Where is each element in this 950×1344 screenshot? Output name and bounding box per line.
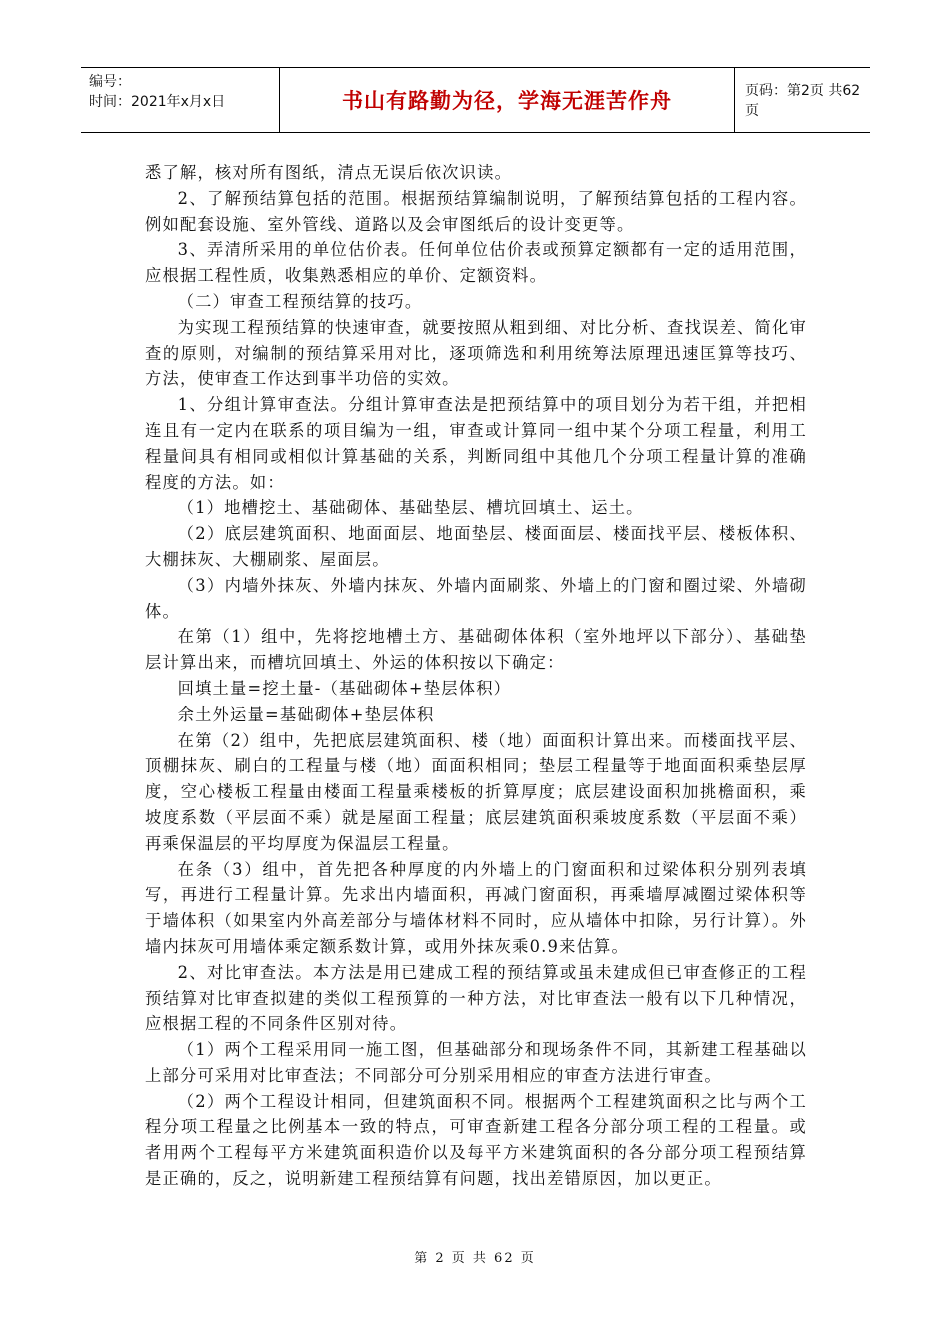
paragraph: 3、弄清所采用的单位估价表。任何单位估价表或预算定额都有一定的适用范围，应根据工程性质，收集熟悉相应的单价、定额资料。 [145,240,807,286]
section-heading: （二）审查工程预结算的技巧。 [177,291,423,311]
list-item: （2）底层建筑面积、地面面层、地面垫层、楼面面层、楼面找平层、楼板体积、大棚抹灰、大棚刷浆、屋面层。 [145,524,807,569]
paragraph: 在第（2）组中，先把底层建筑面积、楼（地）面面积计算出来。而楼面找平层、顶棚抹灰、刷白的工程量与楼（地）面面积相同；垫层工程量等于地面面积乘垫层厚度，空心楼板工程量由楼面工程量乘楼板的折算厚度；底层建设面积加挑檐面积，乘坡度系数（平层面不乘）就是屋面工程量；底层建筑面积乘坡度系数（平层面不乘）再乘保温层的平均厚度为保温层工程量。 [145,730,807,853]
page-footer: 第 2 页 共 62 页 [414,1251,536,1266]
paragraph: 2、对比审查法。本方法是用已建成工程的预结算或虽未建成但已审查修正的工程预结算对比审查拟建的类似工程预算的一种方法，对比审查法一般有以下几种情况，应根据工程的不同条件区别对待。 [145,962,807,1034]
document-body [145,160,807,1192]
list-item: （1）两个工程采用同一施工图，但基础部分和现场条件不同，其新建工程基础以上部分可采用对比审查法；不同部分可分别采用相应的审查方法进行审查。 [145,1040,807,1085]
document-date: 时间：2021年x月x日 [89,94,226,110]
paragraph: 1、分组计算审查法。分组计算审查法是把预结算中的项目划分为若干组，并把相连且有一定内在联系的项目编为一组，审查或计算同一组中某个分项工程量，利用工程量间具有相同或相似计算基础的关系，判断同组中其他几个分项工程量计算的准确程度的方法。如： [145,395,807,492]
list-item: （2）两个工程设计相同，但建筑面积不同。根据两个工程建筑面积之比与两个工程分项工程量之比例基本一致的特点，可审查新建工程各分部分项工程的工程量。或者用两个工程每平方米建筑面积造价以及每平方米建筑面积的各分部分项工程预结算是正确的，反之，说明新建工程预结算有问题，找出差错原因，加以更正。 [145,1091,807,1189]
document-number-label: 编号： [89,74,131,90]
list-item: （3）内墙外抹灰、外墙内抹灰、外墙内面刷浆、外墙上的门窗和圈过梁、外墙砌体。 [145,575,807,621]
paragraph: 在第（1）组中，先将挖地槽土方、基础砌体体积（室外地坪以下部分）、基础垫层计算出来，而槽坑回填土、外运的体积按以下确定： [145,627,807,673]
paragraph: 悉了解，核对所有图纸，清点无误后依次识读。 [145,163,513,182]
paragraph: 2、了解预结算包括的范围。根据预结算编制说明，了解预结算包括的工程内容。例如配套设施、室外管线、道路以及会审图纸后的设计变更等。 [145,188,807,234]
paragraph: 在条（3）组中，首先把各种厚度的内外墙上的门窗面积和过梁体积分别列表填写，再进行工程量计算。先求出内墙面积，再减门窗面积，再乘墙厚减圈过梁体积等于墙体积（如果室内外高差部分与墙体材料不同时，应从墙体中扣除，另行计算）。外墙内抹灰可用墙体乘定额系数计算，或用外抹灰乘0.9来估算。 [145,859,807,956]
formula: 回填土量=挖土量-（基础砌体+垫层体积） [177,678,512,698]
header-motto: 书山有路勤为径，学海无涯苦作舟 [279,68,735,132]
page-header [81,67,870,133]
header-meta [89,72,225,112]
paragraph: 为实现工程预结算的快速审查，就要按照从粗到细、对比分析、查找误差、简化审查的原则，对编制的预结算采用对比，逐项筛选和利用统筹法原理迅速匡算等技巧、方法，使审查工作达到事半功倍的实效。 [145,317,807,389]
list-item: （1）地槽挖土、基础砌体、基础垫层、槽坑回填土、运土。 [177,498,644,518]
header-page-info: 页码：第2页 共62页 [745,83,861,119]
formula: 余土外运量=基础砌体+垫层体积 [177,704,435,724]
